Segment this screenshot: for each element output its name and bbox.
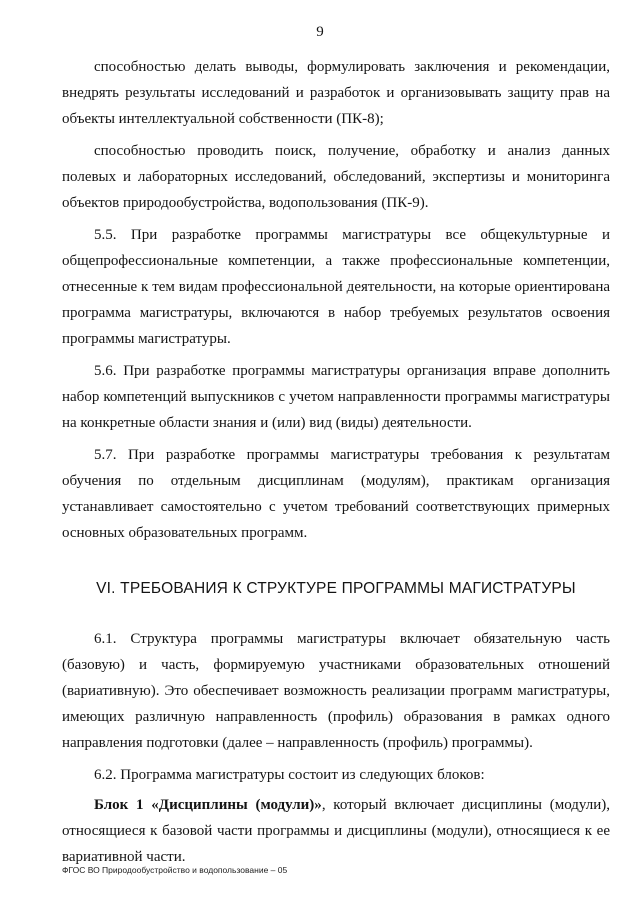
block-1-description: , который включает дисциплины (модули), относящиеся к базовой части программы и дисциплины (модули), относящиеся к ее вариативной части. xyxy=(62,797,611,865)
section-title: VI. ТРЕБОВАНИЯ К СТРУКТУРЕ ПРОГРАММЫ МАГИСТРАТУРЫ xyxy=(96,580,576,597)
page-footer: ФГОС ВО Природообустройство и водопользование – 05 xyxy=(62,865,288,875)
paragraph-6-1: 6.1. Структура программы магистратуры включает обязательную часть (базовую) и часть, формируемую участниками образовательных отношений (вариативную). Это обеспечивает возможность реализации программ магистратуры, имеющих различную направленность (профиль) образования в рамках одного направления подготовки (далее – направленность (профиль) программы). xyxy=(62,631,610,751)
document-body xyxy=(62,54,610,876)
page-number: 9 xyxy=(316,24,324,40)
paragraph-pk8: способностью делать выводы, формулировать заключения и рекомендации, внедрять результаты исследований и разработок и организовывать защиту прав на объекты интеллектуальной собственности (ПК-8); xyxy=(62,59,610,127)
block-1-title: Блок 1 «Дисциплины (модули)» xyxy=(94,797,322,813)
paragraph-5-5: 5.5. При разработке программы магистратуры все общекультурные и общепрофессиональные компетенции, а также профессиональные компетенции, отнесенные к тем видам профессиональной деятельности, на которые ориентирована программа магистратуры, включаются в набор требуемых результатов освоения программы магистратуры. xyxy=(62,227,610,347)
paragraph-5-6: 5.6. При разработке программы магистратуры организация вправе дополнить набор компетенций выпускников с учетом направленности программы магистратуры на конкретные области знания и (или) вид (виды) деятельности. xyxy=(62,363,610,431)
paragraph-block-1 xyxy=(62,792,610,870)
paragraph-6-2: 6.2. Программа магистратуры состоит из следующих блоков: xyxy=(94,767,485,783)
paragraph-5-7: 5.7. При разработке программы магистратуры требования к результатам обучения по отдельным дисциплинам (модулям), практикам организация устанавливает самостоятельно с учетом требований соответствующих примерных основных образовательных программ. xyxy=(62,447,610,541)
paragraph-pk9: способностью проводить поиск, получение, обработку и анализ данных полевых и лабораторных исследований, обследований, экспертизы и мониторинга объектов природообустройства, водопользования (ПК-9). xyxy=(62,143,610,211)
